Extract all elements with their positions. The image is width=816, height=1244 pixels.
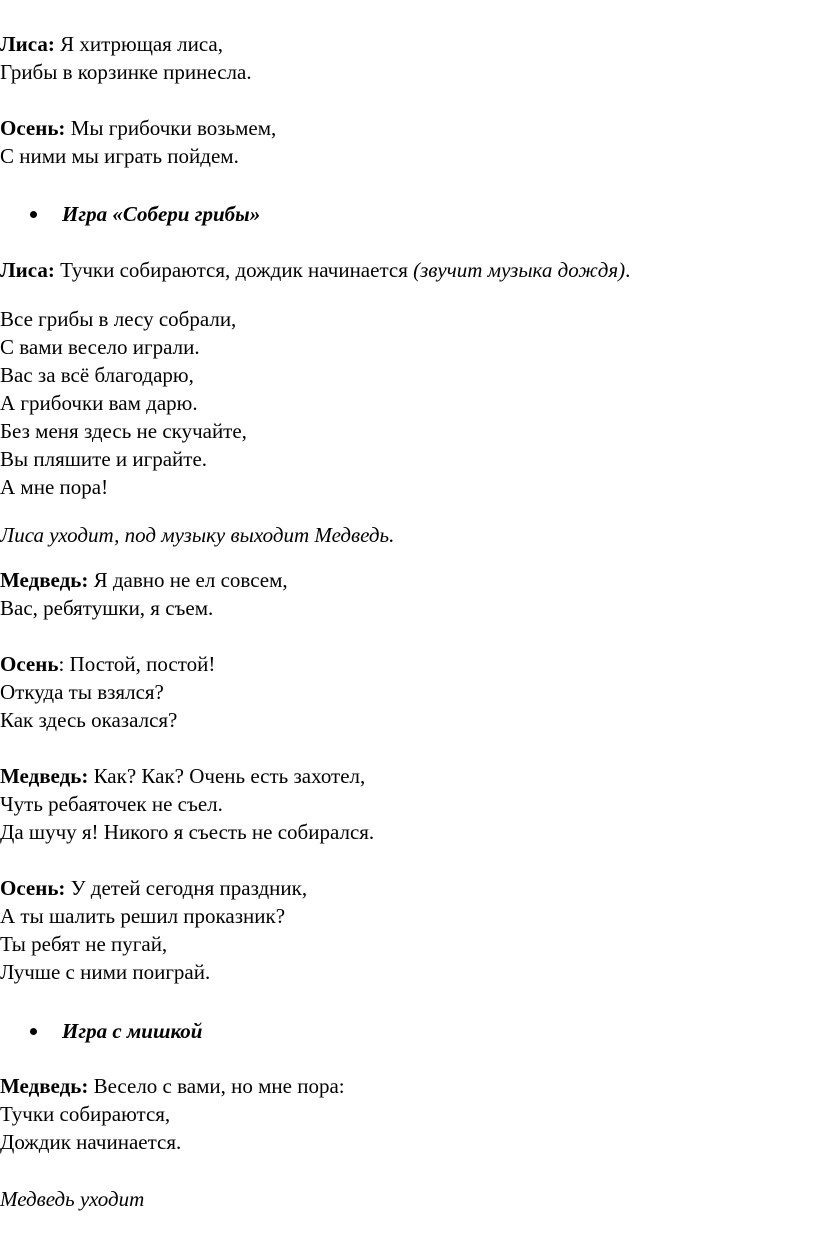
speaker-label: Осень:	[0, 876, 66, 900]
poem-line: Все грибы в лесу собрали,	[0, 307, 237, 331]
speaker-label: Лиса:	[0, 32, 55, 56]
speaker-label: Осень	[0, 652, 59, 676]
stage-direction: Медведь уходит	[0, 1187, 145, 1211]
poem-line: Без меня здесь не скучайте,	[0, 419, 247, 443]
dialogue-text: У детей сегодня праздник,	[65, 876, 308, 900]
poem-line: Вас за всё благодарю,	[0, 363, 194, 387]
poem-line: С вами весело играли.	[0, 335, 200, 359]
dialogue-line: С ними мы играть пойдем.	[0, 144, 239, 168]
dialogue-line	[0, 874, 307, 902]
game-title: Игра «Собери грибы»	[62, 202, 261, 226]
speaker-label: Осень:	[0, 116, 66, 140]
dialogue-line: Лучше с ними поиграй.	[0, 960, 211, 984]
poem-line: А грибочки вам дарю.	[0, 391, 198, 415]
dialogue-line	[0, 114, 276, 142]
dialogue-line: Как здесь оказался?	[0, 708, 178, 732]
poem-line: А мне пора!	[0, 475, 109, 499]
dialogue-line	[0, 650, 215, 678]
game-title: Игра с мишкой	[62, 1019, 203, 1043]
dialogue-text: : Постой, постой!	[58, 652, 216, 676]
dialogue-text: Я хитрющая лиса,	[54, 32, 223, 56]
dialogue-line	[0, 256, 630, 284]
speaker-label: Медведь:	[0, 1074, 89, 1098]
bullet-icon	[30, 1028, 37, 1035]
dialogue-line: Грибы в корзинке принесла.	[0, 60, 252, 84]
dialogue-text: Как? Как? Очень есть захотел,	[88, 764, 366, 788]
dialogue-line: А ты шалить решил проказник?	[0, 904, 286, 928]
dialogue-line: Откуда ты взялся?	[0, 680, 164, 704]
dialogue-line: Дождик начинается.	[0, 1130, 182, 1154]
dialogue-text: Тучки собираются, дождик начинается	[54, 258, 414, 282]
dialogue-line: Ты ребят не пугай,	[0, 932, 168, 956]
speaker-label: Лиса:	[0, 258, 55, 282]
dialogue-line	[0, 1072, 345, 1100]
dialogue-line: Тучки собираются,	[0, 1102, 171, 1126]
poem-line: Вы пляшите и играйте.	[0, 447, 208, 471]
dialogue-text: Мы грибочки возьмем,	[65, 116, 277, 140]
dialogue-end: .	[625, 258, 631, 282]
speaker-label: Медведь:	[0, 764, 89, 788]
dialogue-text: Я давно не ел совсем,	[88, 568, 288, 592]
dialogue-text: Весело с вами, но мне пора:	[88, 1074, 345, 1098]
speaker-label: Медведь:	[0, 568, 89, 592]
dialogue-line	[0, 762, 365, 790]
dialogue-line: Да шучу я! Никого я съесть не собирался.	[0, 820, 375, 844]
dialogue-line: Чуть ребаяточек не съел.	[0, 792, 223, 816]
dialogue-line: Вас, ребятушки, я съем.	[0, 596, 214, 620]
dialogue-line	[0, 30, 223, 58]
stage-direction: Лиса уходит, под музыку выходит Медведь.	[0, 523, 395, 547]
dialogue-line	[0, 566, 288, 594]
stage-note: (звучит музыка дождя)	[413, 258, 626, 282]
bullet-icon	[30, 211, 37, 218]
